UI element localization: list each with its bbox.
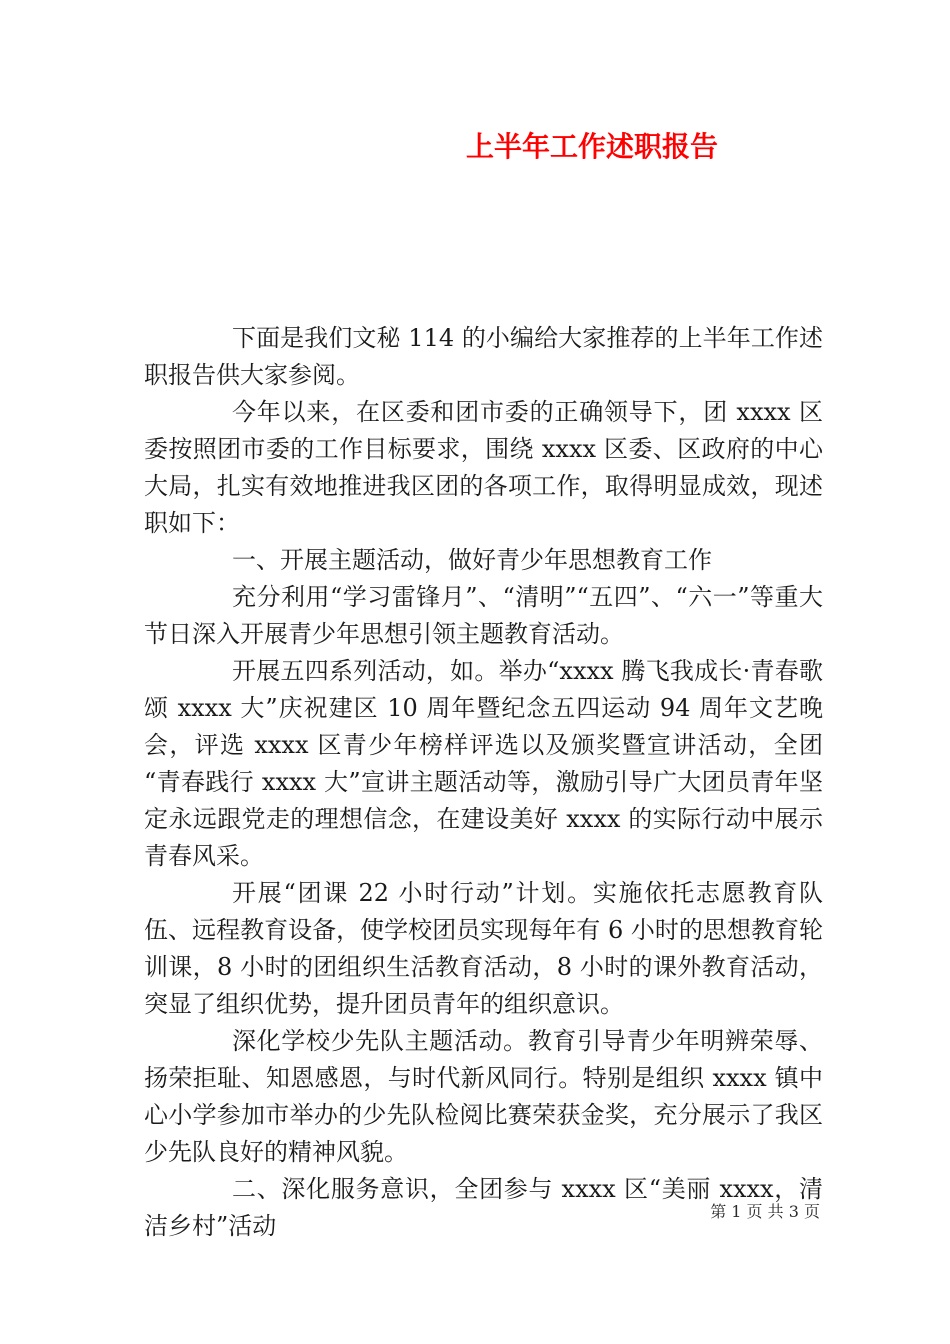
intro-paragraph: 下面是我们文秘 114 的小编给大家推荐的上半年工作述职报告供大家参阅。 bbox=[144, 324, 823, 389]
section-1-paragraph-4: 深化学校少先队主题活动。教育引导青少年明辨荣辱、扬荣拒耻、知恩感恩，与时代新风同行。特别是组织 xxxx 镇中心小学参加市举办的少先队检阅比赛荣获金奖，充分展示了我区少先队良好的精神风貌。 bbox=[144, 1027, 823, 1166]
page-indicator: 第 1 页 共 3 页 bbox=[710, 1202, 820, 1221]
section-1-heading: 一、开展主题活动，做好青少年思想教育工作 bbox=[232, 546, 712, 574]
section-1-paragraph-3: 开展“团课 22 小时行动”计划。实施依托志愿教育队伍、远程教育设备，使学校团员实现每年有 6 小时的思想教育轮训课，8 小时的团组织生活教育活动，8 小时的课外教育活动，突显了组织优势，提升团员青年的组织意识。 bbox=[144, 879, 823, 1018]
section-1-paragraph-2: 开展五四系列活动，如。举办“xxxx 腾飞我成长·青春歌颂 xxxx 大”庆祝建区 10 周年暨纪念五四运动 94 周年文艺晚会，评选 xxxx 区青少年榜样评选以及颁奖暨宣讲活动，全团“青春践行 xxxx 大”宣讲主题活动等，激励引导广大团员青年坚定永远跟党走的理想信念，在建设美好 xxxx 的实际行动中展示青春风采。 bbox=[144, 657, 823, 870]
document-body bbox=[144, 320, 823, 1245]
overview-paragraph: 今年以来，在区委和团市委的正确领导下，团 xxxx 区委按照团市委的工作目标要求，围绕 xxxx 区委、区政府的中心大局，扎实有效地推进我区团的各项工作，取得明显成效，现述职如下： bbox=[144, 398, 823, 537]
section-2-heading: 二、深化服务意识，全团参与 xxxx 区“美丽 xxxx，清洁乡村”活动 bbox=[144, 1175, 823, 1240]
document-title: 上半年工作述职报告 bbox=[466, 130, 719, 163]
page-footer bbox=[0, 1202, 820, 1222]
section-1-paragraph-1: 充分利用“学习雷锋月”、“清明”“五四”、“六一”等重大节日深入开展青少年思想引领主题教育活动。 bbox=[144, 583, 823, 648]
